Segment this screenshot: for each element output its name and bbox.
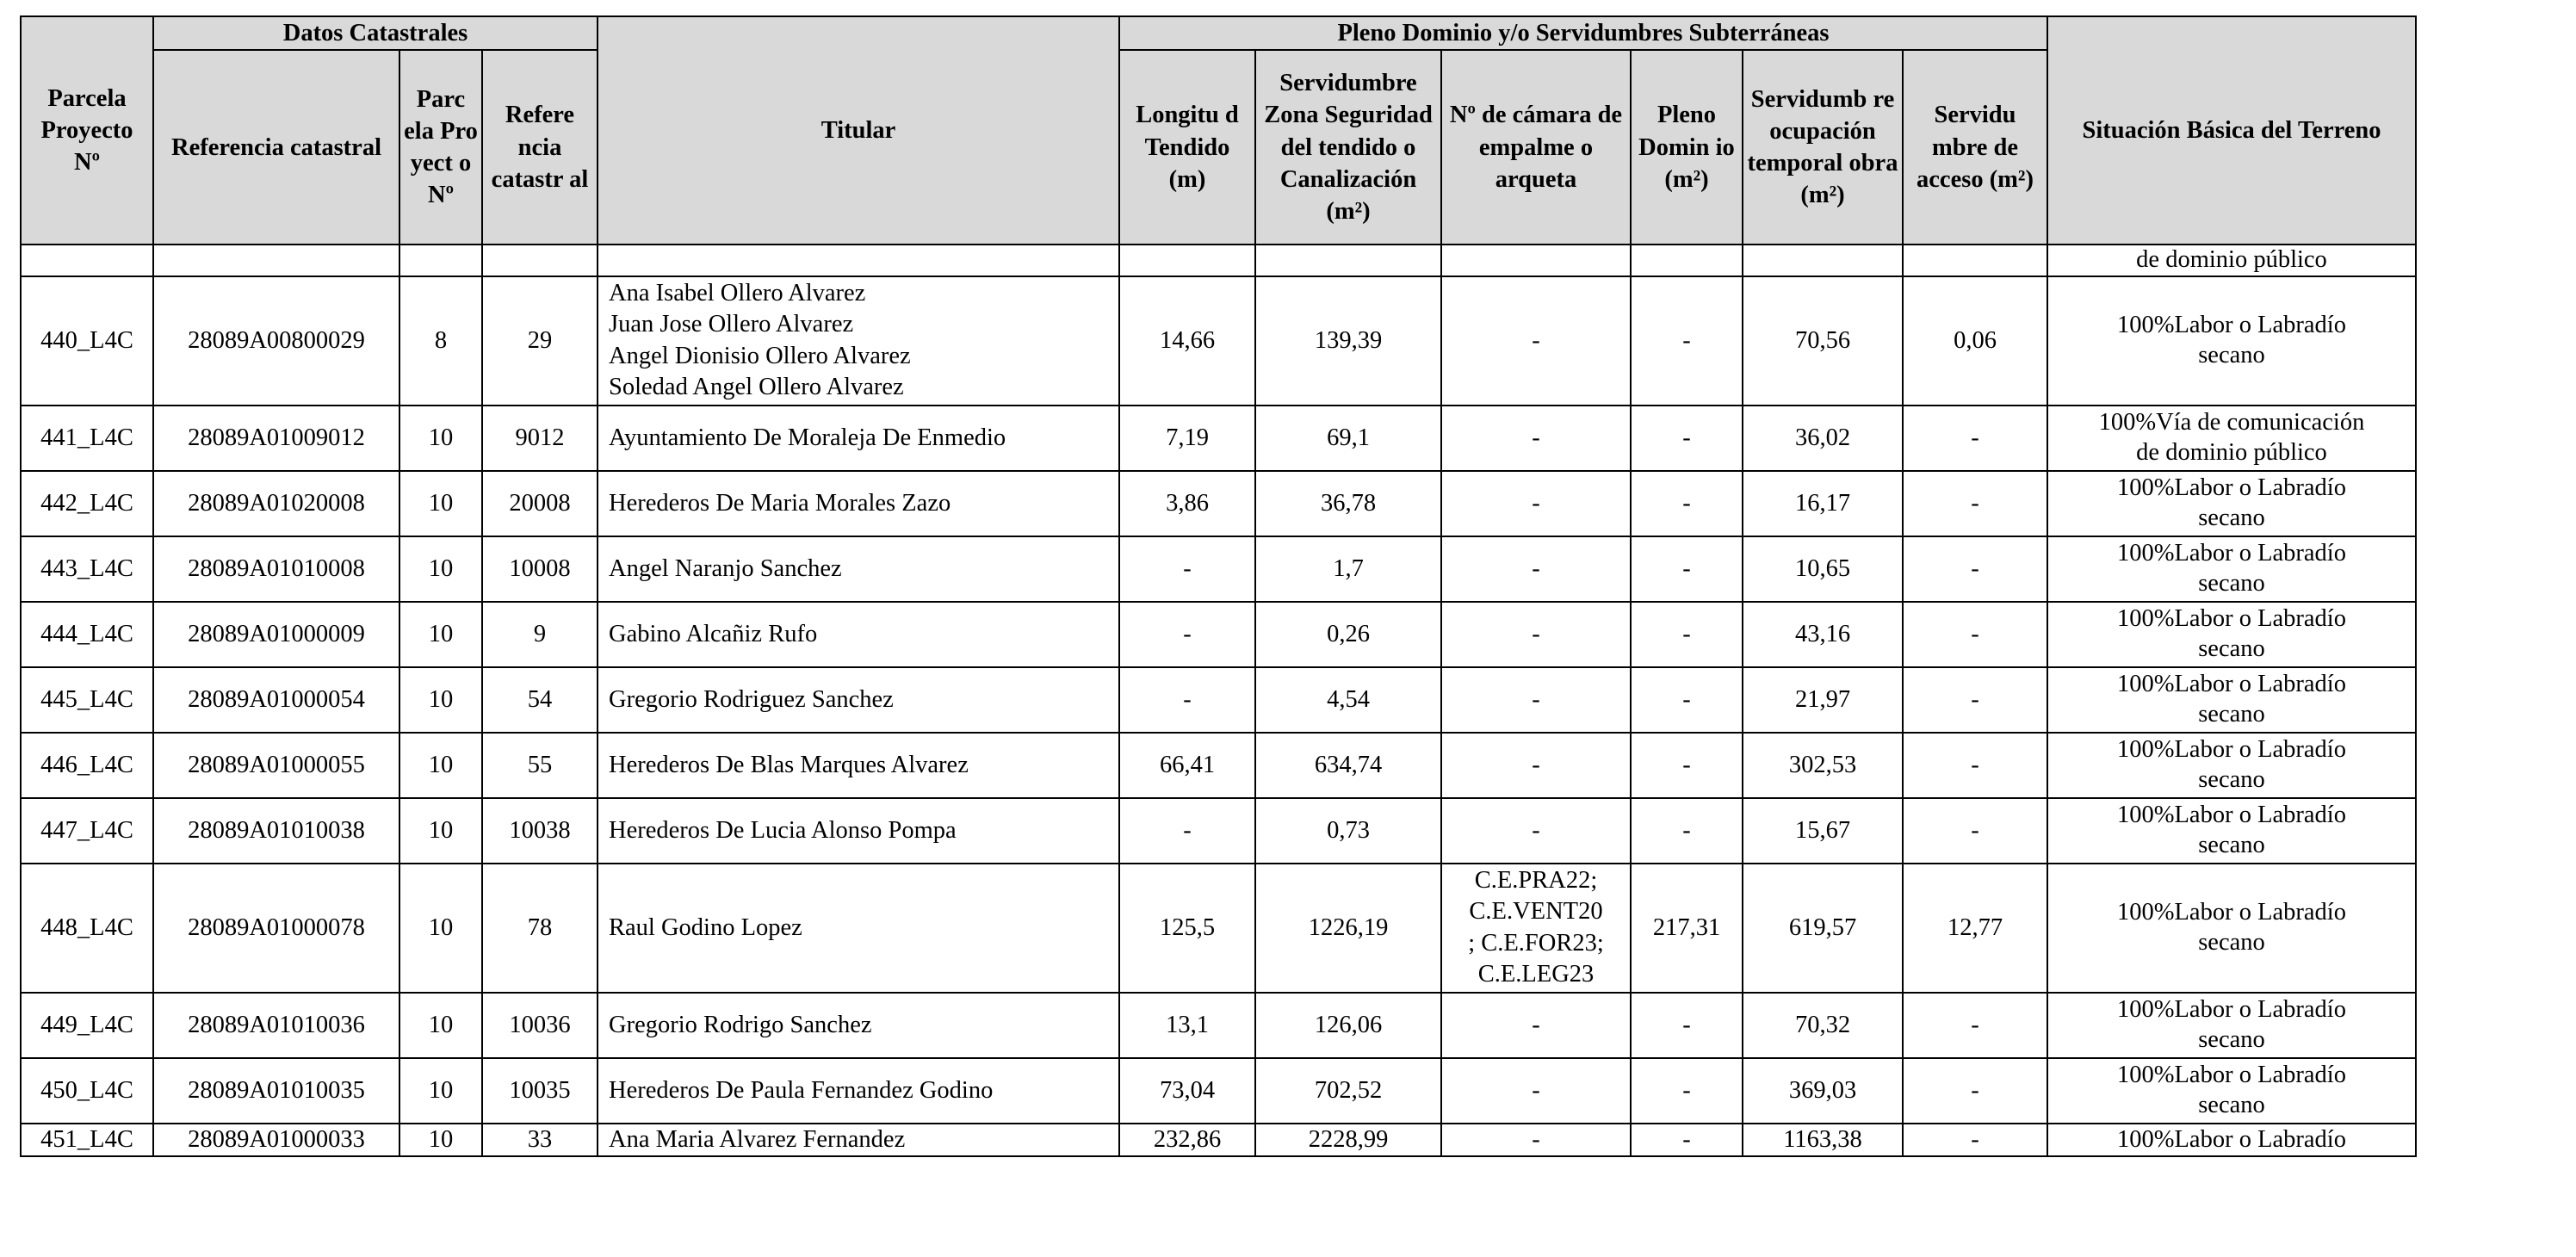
cell-servidumbre-zona: 0,26 xyxy=(1255,602,1441,667)
table-row xyxy=(21,1058,2416,1124)
cell-servidumbre-ocupacion: 302,53 xyxy=(1743,733,1903,798)
cell-referencia-corta: 29 xyxy=(482,276,598,406)
cell-referencia-catastral: 28089A01020008 xyxy=(153,471,399,536)
cell-titular-line: Raul Godino Lopez xyxy=(609,913,802,941)
cell-camara xyxy=(1441,864,1631,993)
cell-situacion-line: 100%Labor o Labradío xyxy=(2117,540,2346,567)
cell-servidumbre-acceso: - xyxy=(1903,798,2047,864)
cell-situacion xyxy=(2047,993,2416,1058)
cell-situacion-line: secano xyxy=(2198,765,2265,793)
cell-longitud: 125,5 xyxy=(1119,864,1255,993)
cell-servidumbre-ocupacion: 43,16 xyxy=(1743,602,1903,667)
cell-pleno-dominio: - xyxy=(1631,1058,1743,1124)
cell-parcela: 442_L4C xyxy=(21,471,153,536)
cell-camara xyxy=(1441,667,1631,733)
cell-servidumbre-zona: 1226,19 xyxy=(1255,864,1441,993)
cell-servidumbre-ocupacion: 21,97 xyxy=(1743,667,1903,733)
cell-titular-line: Ana Isabel Ollero Alvarez xyxy=(609,279,866,307)
table-row xyxy=(21,667,2416,733)
cell-referencia-corta: 9 xyxy=(482,602,598,667)
cell-referencia-catastral: 28089A01000033 xyxy=(153,1124,399,1156)
cell-servidumbre-ocupacion: 10,65 xyxy=(1743,536,1903,602)
table-body xyxy=(21,245,2416,1156)
cell-situacion-line: 100%Labor o Labradío xyxy=(2117,312,2346,339)
cell-titular-line: Gregorio Rodriguez Sanchez xyxy=(609,685,894,713)
header-situacion: Situación Básica del Terreno xyxy=(2047,16,2416,245)
cell-referencia-corta: 55 xyxy=(482,733,598,798)
cell-servidumbre-ocupacion: 369,03 xyxy=(1743,1058,1903,1124)
cell-referencia-corta: 9012 xyxy=(482,406,598,471)
cell-servidumbre-zona: 2228,99 xyxy=(1255,1124,1441,1156)
cell-parcela-proyecto: 10 xyxy=(399,733,482,798)
cell-servidumbre-acceso: - xyxy=(1903,471,2047,536)
cell-referencia-corta: 54 xyxy=(482,667,598,733)
cell-situacion xyxy=(2047,406,2416,471)
cell-referencia-catastral: 28089A01000055 xyxy=(153,733,399,798)
cell-situacion xyxy=(2047,471,2416,536)
cell-longitud: 66,41 xyxy=(1119,733,1255,798)
cell-servidumbre-zona: 126,06 xyxy=(1255,993,1441,1058)
header-pleno-dominio-group: Pleno Dominio y/o Servidumbres Subterráneas xyxy=(1119,16,2047,50)
cell-camara-line: - xyxy=(1532,326,1540,354)
cell-situacion xyxy=(2047,798,2416,864)
cell-servidumbre-acceso: - xyxy=(1903,733,2047,798)
cell-parcela: 440_L4C xyxy=(21,276,153,406)
cell-camara-line: - xyxy=(1532,751,1540,778)
cell-titular-line: Herederos De Lucia Alonso Pompa xyxy=(609,816,957,844)
cell-pleno-dominio: - xyxy=(1631,1124,1743,1156)
cell-referencia-corta: 33 xyxy=(482,1124,598,1156)
cell-servidumbre-acceso: - xyxy=(1903,406,2047,471)
cell-camara xyxy=(1441,471,1631,536)
cell-parcela-proyecto: 10 xyxy=(399,471,482,536)
table-row xyxy=(21,733,2416,798)
cell-pleno-dominio: - xyxy=(1631,276,1743,406)
cell-camara-line: - xyxy=(1532,1076,1540,1104)
cell-pleno-dominio: - xyxy=(1631,406,1743,471)
cell-titular-line: Gabino Alcañiz Rufo xyxy=(609,620,818,647)
cell-titular xyxy=(598,733,1119,798)
cell-situacion-line: 100%Labor o Labradío xyxy=(2117,899,2346,926)
cell-camara xyxy=(1441,798,1631,864)
table-row xyxy=(21,471,2416,536)
header-pleno-dominio: Pleno Domin io (m²) xyxy=(1631,50,1743,245)
cell-parcela-proyecto: 10 xyxy=(399,602,482,667)
cell-situacion xyxy=(2047,733,2416,798)
cell-camara-line: - xyxy=(1532,1011,1540,1038)
cell-titular xyxy=(598,471,1119,536)
cell-camara xyxy=(1441,276,1631,406)
cell-servidumbre-zona: 36,78 xyxy=(1255,471,1441,536)
cell-parcela: 447_L4C xyxy=(21,798,153,864)
cell-titular xyxy=(598,798,1119,864)
cell-referencia-corta: 10036 xyxy=(482,993,598,1058)
cell-pleno-dominio: - xyxy=(1631,993,1743,1058)
cell-servidumbre-acceso: - xyxy=(1903,993,2047,1058)
cell-servidumbre-zona: 139,39 xyxy=(1255,276,1441,406)
cell-pleno-dominio: - xyxy=(1631,733,1743,798)
cell-camara-line: - xyxy=(1532,1125,1540,1153)
cell-situacion-line: de dominio público xyxy=(2136,438,2327,466)
cell-parcela-proyecto: 10 xyxy=(399,1058,482,1124)
cell-camara-line: C.E.PRA22; xyxy=(1474,866,1598,894)
header-longitud: Longitu d Tendido (m) xyxy=(1119,50,1255,245)
cell-titular-line: Herederos De Maria Morales Zazo xyxy=(609,489,951,517)
header-servidumbre-acceso: Servidu mbre de acceso (m²) xyxy=(1903,50,2047,245)
cell-servidumbre-zona: 4,54 xyxy=(1255,667,1441,733)
cell-camara xyxy=(1441,993,1631,1058)
cell-longitud: 13,1 xyxy=(1119,993,1255,1058)
cell-parcela-proyecto: 10 xyxy=(399,536,482,602)
table-row xyxy=(21,993,2416,1058)
cell xyxy=(1255,245,1441,276)
header-datos-catastrales: Datos Catastrales xyxy=(153,16,598,50)
cell-camara xyxy=(1441,536,1631,602)
cell-parcela: 441_L4C xyxy=(21,406,153,471)
cell-referencia-corta: 10008 xyxy=(482,536,598,602)
cell-servidumbre-zona: 634,74 xyxy=(1255,733,1441,798)
cell-servidumbre-acceso: - xyxy=(1903,536,2047,602)
cell-titular xyxy=(598,276,1119,406)
cell-parcela-proyecto: 10 xyxy=(399,1124,482,1156)
cell-camara xyxy=(1441,1124,1631,1156)
cell-camara xyxy=(1441,733,1631,798)
cell xyxy=(1903,245,2047,276)
cell-titular xyxy=(598,536,1119,602)
cell-longitud: 14,66 xyxy=(1119,276,1255,406)
cell-referencia-catastral: 28089A01009012 xyxy=(153,406,399,471)
cell-titular-line: Juan Jose Ollero Alvarez xyxy=(609,311,854,338)
cell-parcela-proyecto: 10 xyxy=(399,993,482,1058)
cell-titular-line: Gregorio Rodrigo Sanchez xyxy=(609,1011,872,1038)
cell-situacion-line: secano xyxy=(2198,831,2265,858)
cell xyxy=(399,245,482,276)
cell-servidumbre-ocupacion: 16,17 xyxy=(1743,471,1903,536)
cell-referencia-corta: 20008 xyxy=(482,471,598,536)
cell-parcela: 445_L4C xyxy=(21,667,153,733)
cell xyxy=(1441,245,1631,276)
cell-situacion-line: secano xyxy=(2198,700,2265,728)
cell-situacion-line: secano xyxy=(2198,928,2265,956)
cell-servidumbre-ocupacion: 1163,38 xyxy=(1743,1124,1903,1156)
cell-longitud: - xyxy=(1119,798,1255,864)
cell-servidumbre-ocupacion: 15,67 xyxy=(1743,798,1903,864)
cell-longitud: - xyxy=(1119,536,1255,602)
cell-situacion-line: 100%Labor o Labradío xyxy=(2117,996,2346,1024)
cell-titular-line: Angel Naranjo Sanchez xyxy=(609,554,842,582)
header-servidumbre-zona: Servidumbre Zona Seguridad del tendido o Canalización (m²) xyxy=(1255,50,1441,245)
cell-situacion-line: secano xyxy=(2198,1091,2265,1118)
cell xyxy=(482,245,598,276)
cell-situacion-line: 100%Labor o Labradío xyxy=(2117,1062,2346,1089)
cell-situacion-line: 100%Labor o Labradío xyxy=(2117,736,2346,764)
cell-parcela: 443_L4C xyxy=(21,536,153,602)
cell-camara xyxy=(1441,1058,1631,1124)
cell-servidumbre-zona: 69,1 xyxy=(1255,406,1441,471)
cell-referencia-corta: 78 xyxy=(482,864,598,993)
cell-referencia-catastral: 28089A01000009 xyxy=(153,602,399,667)
header-parcela-proyecto: Parc ela Pro yect o Nº xyxy=(399,50,482,245)
cell-camara-line: - xyxy=(1532,554,1540,582)
cell-referencia-catastral: 28089A01000054 xyxy=(153,667,399,733)
header-parcela: Parcela Proyecto Nº xyxy=(21,16,153,245)
header-referencia-catastral: Referencia catastral xyxy=(153,50,399,245)
cell-servidumbre-ocupacion: 36,02 xyxy=(1743,406,1903,471)
cell-situacion-line: secano xyxy=(2198,1025,2265,1053)
cell-parcela-proyecto: 10 xyxy=(399,798,482,864)
header-referencia-corta: Refere ncia catastr al xyxy=(482,50,598,245)
cell-longitud: 73,04 xyxy=(1119,1058,1255,1124)
cell-referencia-catastral: 28089A01010038 xyxy=(153,798,399,864)
cell-titular xyxy=(598,1124,1119,1156)
cell-titular xyxy=(598,864,1119,993)
cell-servidumbre-zona: 702,52 xyxy=(1255,1058,1441,1124)
cell-situacion xyxy=(2047,1058,2416,1124)
cell-servidumbre-acceso: 0,06 xyxy=(1903,276,2047,406)
cell-servidumbre-acceso: - xyxy=(1903,602,2047,667)
cell-parcela: 450_L4C xyxy=(21,1058,153,1124)
cell-camara-line: - xyxy=(1532,816,1540,844)
cell-situacion-line: 100%Labor o Labradío xyxy=(2117,1125,2346,1153)
cell-situacion xyxy=(2047,667,2416,733)
cell-longitud: 232,86 xyxy=(1119,1124,1255,1156)
cell-situacion xyxy=(2047,1124,2416,1156)
cell xyxy=(153,245,399,276)
cell-servidumbre-zona: 1,7 xyxy=(1255,536,1441,602)
cell-longitud: - xyxy=(1119,667,1255,733)
table-row xyxy=(21,602,2416,667)
cell-parcela: 448_L4C xyxy=(21,864,153,993)
parcel-affectation-table xyxy=(20,15,2417,1157)
cell-titular xyxy=(598,406,1119,471)
header-titular: Titular xyxy=(598,16,1119,245)
cell-situacion-line: secano xyxy=(2198,504,2265,531)
cell-camara-line: - xyxy=(1532,620,1540,647)
cell-longitud: - xyxy=(1119,602,1255,667)
cell-camara-line: ; C.E.FOR23; xyxy=(1468,929,1604,957)
cell-camara-line: C.E.LEG23 xyxy=(1477,961,1595,988)
cell-titular-line: Herederos De Paula Fernandez Godino xyxy=(609,1076,994,1104)
cell xyxy=(21,245,153,276)
cell-situacion-line: secano xyxy=(2198,635,2265,662)
cell-servidumbre-zona: 0,73 xyxy=(1255,798,1441,864)
cell-longitud: 3,86 xyxy=(1119,471,1255,536)
cell-situacion xyxy=(2047,864,2416,993)
cell-parcela-proyecto: 10 xyxy=(399,864,482,993)
cell-parcela: 449_L4C xyxy=(21,993,153,1058)
table-row xyxy=(21,536,2416,602)
cell-parcela: 444_L4C xyxy=(21,602,153,667)
table-row xyxy=(21,1124,2416,1156)
cell-servidumbre-acceso: - xyxy=(1903,1058,2047,1124)
cell-situacion-line: 100%Vía de comunicación xyxy=(2098,409,2365,437)
cell xyxy=(1119,245,1255,276)
cell-parcela-proyecto: 10 xyxy=(399,406,482,471)
cell-titular-line: Soledad Angel Ollero Alvarez xyxy=(609,374,904,401)
cell-situacion xyxy=(2047,536,2416,602)
cell-parcela: 451_L4C xyxy=(21,1124,153,1156)
cell-situacion-line: 100%Labor o Labradío xyxy=(2117,802,2346,829)
cell-situacion-line: secano xyxy=(2198,341,2265,368)
table-row xyxy=(21,276,2416,406)
table-row xyxy=(21,406,2416,471)
cell-camara-line: - xyxy=(1532,424,1540,451)
cell xyxy=(1743,245,1903,276)
cell-situacion-line: 100%Labor o Labradío xyxy=(2117,605,2346,633)
cell-titular-line: Ana Maria Alvarez Fernandez xyxy=(609,1125,906,1153)
cell-titular-line: Angel Dionisio Ollero Alvarez xyxy=(609,342,911,369)
cell-servidumbre-acceso: 12,77 xyxy=(1903,864,2047,993)
cell-camara-line: - xyxy=(1532,489,1540,517)
cell-situacion xyxy=(2047,602,2416,667)
cell-referencia-catastral: 28089A00800029 xyxy=(153,276,399,406)
cell-titular-line: Ayuntamiento De Moraleja De Enmedio xyxy=(609,424,1006,451)
cell-situacion-line: secano xyxy=(2198,569,2265,597)
cell-situacion xyxy=(2047,276,2416,406)
header-servidumbre-ocupacion: Servidumb re ocupación temporal obra (m²) xyxy=(1743,50,1903,245)
cell-titular xyxy=(598,993,1119,1058)
cell xyxy=(1631,245,1743,276)
cell-referencia-corta: 10038 xyxy=(482,798,598,864)
cell-camara xyxy=(1441,602,1631,667)
cell-servidumbre-acceso: - xyxy=(1903,667,2047,733)
cell-situacion: de dominio público xyxy=(2047,245,2416,276)
cell-servidumbre-ocupacion: 70,32 xyxy=(1743,993,1903,1058)
cell-referencia-catastral: 28089A01000078 xyxy=(153,864,399,993)
cell-camara-line: - xyxy=(1532,685,1540,713)
cell-pleno-dominio: - xyxy=(1631,536,1743,602)
table-row xyxy=(21,798,2416,864)
cell-longitud: 7,19 xyxy=(1119,406,1255,471)
cell-situacion-line: 100%Labor o Labradío xyxy=(2117,474,2346,502)
cell-pleno-dominio: - xyxy=(1631,471,1743,536)
carryover-row xyxy=(21,245,2416,276)
cell-parcela-proyecto: 8 xyxy=(399,276,482,406)
header-camara: Nº de cámara de empalme o arqueta xyxy=(1441,50,1631,245)
table-row xyxy=(21,864,2416,993)
table-header xyxy=(21,16,2416,245)
cell-pleno-dominio: - xyxy=(1631,798,1743,864)
cell-servidumbre-ocupacion: 619,57 xyxy=(1743,864,1903,993)
cell-referencia-catastral: 28089A01010036 xyxy=(153,993,399,1058)
cell-referencia-corta: 10035 xyxy=(482,1058,598,1124)
cell-pleno-dominio: - xyxy=(1631,667,1743,733)
cell-referencia-catastral: 28089A01010035 xyxy=(153,1058,399,1124)
cell-situacion-line: 100%Labor o Labradío xyxy=(2117,671,2346,698)
cell-titular xyxy=(598,1058,1119,1124)
cell-camara xyxy=(1441,406,1631,471)
cell-titular xyxy=(598,667,1119,733)
cell-titular xyxy=(598,602,1119,667)
cell-pleno-dominio: 217,31 xyxy=(1631,864,1743,993)
cell-titular-line: Herederos De Blas Marques Alvarez xyxy=(609,751,969,778)
cell-servidumbre-acceso: - xyxy=(1903,1124,2047,1156)
cell-pleno-dominio: - xyxy=(1631,602,1743,667)
cell-camara-line: C.E.VENT20 xyxy=(1469,898,1603,926)
cell-parcela-proyecto: 10 xyxy=(399,667,482,733)
cell xyxy=(598,245,1119,276)
cell-parcela: 446_L4C xyxy=(21,733,153,798)
cell-servidumbre-ocupacion: 70,56 xyxy=(1743,276,1903,406)
cell-referencia-catastral: 28089A01010008 xyxy=(153,536,399,602)
